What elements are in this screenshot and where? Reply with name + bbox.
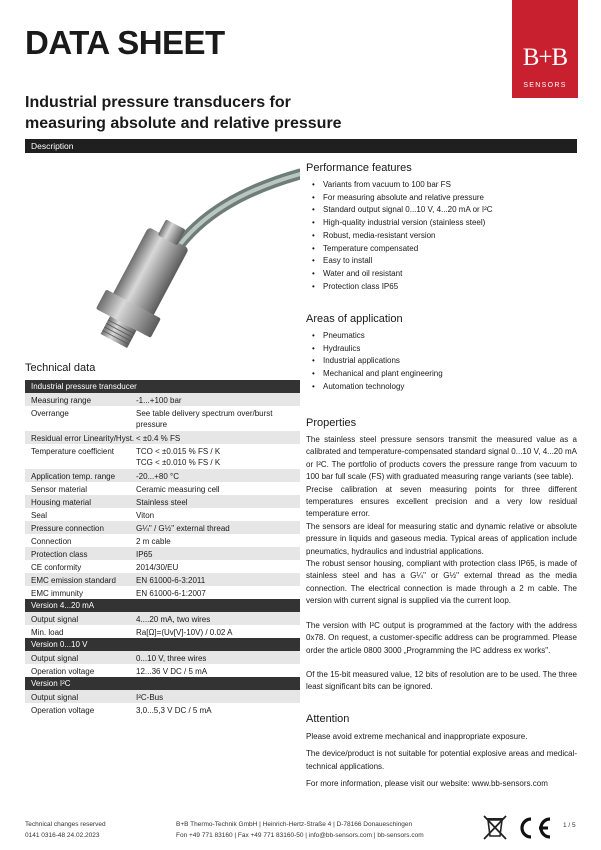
technical-heading: Technical data: [25, 362, 96, 374]
footer-doc-number: 0141 0316-48 24.02.2023: [25, 831, 100, 839]
cell-label: Connection: [31, 537, 72, 546]
paragraph: Please avoid extreme mechanical and inappropriate exposure.: [306, 732, 528, 741]
cell-label: Sensor material: [31, 485, 88, 494]
logo-wordmark: SENSORS: [523, 82, 567, 89]
table-row: [25, 690, 300, 703]
table-row: [25, 612, 300, 625]
table-row: [25, 651, 300, 664]
table-row: [25, 521, 300, 534]
weee-bin-icon: [480, 812, 510, 842]
cell-label: Residual error Linearity/Hyst.: [31, 434, 135, 443]
cell-label: EMC immunity: [31, 589, 84, 598]
list-item: • Temperature compensated: [306, 243, 493, 256]
table-row: [25, 393, 300, 406]
cell-value: 4....20 mA, two wires: [136, 615, 211, 624]
cell-label: Application temp. range: [31, 472, 116, 481]
product-photo: [25, 156, 300, 356]
cell-value: 12...36 V DC / 5 mA: [136, 667, 208, 676]
attention-heading: Attention: [306, 713, 350, 725]
cell-label: Output signal: [31, 615, 79, 624]
list-item: • Mechanical and plant engineering: [306, 368, 443, 381]
table-row: [25, 495, 300, 508]
paragraph: For more information, please visit our website: www.bb-sensors.com: [306, 779, 548, 789]
table-group-header: [25, 599, 300, 612]
cell-label: Protection class: [31, 550, 88, 559]
paragraph: The sensors are ideal for measuring static and dynamic relative or absolute pressure in liquids and gaseous media. Typical areas of application include pneumatics, hydraulics and industrial applications.: [306, 521, 577, 556]
technical-data-table: [25, 380, 300, 716]
list-item: • High-quality industrial version (stainless steel): [306, 217, 493, 230]
list-item: • Easy to install: [306, 255, 493, 268]
cell-value: < ±0.4 % FS: [136, 434, 181, 443]
footer-company: [176, 820, 424, 841]
cell-value: IP65: [136, 550, 153, 559]
group-title: Industrial pressure transducer: [31, 382, 137, 391]
paragraph: The version with I²C output is programmed at the factory with the address 0x78. On request, a customer-specific address can be programmed. Please order the article 0800 3000 „Programming the I²C address ex works".: [306, 620, 577, 655]
subtitle-line: Industrial pressure transducers for: [25, 94, 291, 111]
cell-label: Output signal: [31, 654, 79, 663]
page-subtitle: [25, 92, 355, 134]
table-row: [25, 560, 300, 573]
properties-heading: Properties: [306, 417, 357, 429]
list-item: • For measuring absolute and relative pressure: [306, 192, 493, 205]
cell-value: See table delivery spectrum over/burst pressure: [136, 409, 273, 429]
table-group-header: [25, 380, 300, 393]
subtitle-line: measuring absolute and relative pressure: [25, 115, 342, 132]
cell-label: Output signal: [31, 693, 79, 702]
list-item: • Automation technology: [306, 381, 443, 394]
cell-value: 2 m cable: [136, 537, 171, 546]
description-label: Description: [31, 141, 74, 151]
paragraph: Precise calibration at seven measuring points for three different temperatures ensures excellent precision and a very low residual temperature error.: [306, 484, 577, 519]
cell-value: 2014/30/EU: [136, 563, 179, 572]
footer-address: B+B Thermo-Technik GmbH | Heinrich-Hertz-Straße 4 | D-78166 Donaueschingen: [176, 821, 413, 828]
list-item: • Protection class IP65: [306, 281, 493, 294]
page-number: 1 / 5: [563, 822, 576, 829]
table-row: [25, 703, 300, 716]
list-item: • Variants from vacuum to 100 bar FS: [306, 179, 493, 192]
cell-label: Temperature coefficient: [31, 447, 115, 456]
cell-label: Seal: [31, 511, 48, 520]
table-row: [25, 431, 300, 444]
cell-value: Ra[Ω]=(Uv[V]-10V) / 0.02 A: [136, 628, 233, 637]
page-title: DATA SHEET: [25, 24, 225, 61]
list-item: • Standard output signal 0...10 V, 4...20 mA or I²C: [306, 204, 493, 217]
cell-value: I²C-Bus: [136, 693, 164, 702]
footer-disclaimer: Technical changes reserved: [25, 821, 106, 828]
brand-logo: [512, 0, 578, 98]
table-row: [25, 482, 300, 495]
table-row: [25, 586, 300, 599]
footer-contact: Fon +49 771 83160 | Fax +49 771 83160-50 | info@bb-sensors.com | bb-sensors.com: [176, 831, 424, 839]
cell-value: 0...10 V, three wires: [136, 654, 207, 663]
cell-label: Min. load: [31, 628, 64, 637]
ce-mark-icon: [514, 815, 554, 841]
attention-text: [306, 731, 577, 791]
logo-mark: B+B: [522, 44, 568, 71]
list-item: • Hydraulics: [306, 343, 443, 356]
table-group-header: [25, 638, 300, 651]
cell-value: -20...+80 °C: [136, 472, 179, 481]
cell-label: CE conformity: [31, 563, 82, 572]
cell-label: Operation voltage: [31, 706, 95, 715]
cell-value: Stainless steel: [136, 498, 188, 507]
table-row: [25, 469, 300, 482]
group-title: Version 4...20 mA: [31, 601, 95, 610]
table-row: [25, 625, 300, 638]
cell-label: Overrange: [31, 409, 69, 418]
table-row: [25, 406, 300, 431]
cell-value: -1...+100 bar: [136, 396, 182, 405]
table-row: [25, 444, 300, 469]
table-row: [25, 664, 300, 677]
list-item: • Pneumatics: [306, 330, 443, 343]
paragraph: The robust sensor housing, compliant with protection class IP65, is made of stainless steel and has a G¼" or G½" external thread as the media connection. The electrical connection is made through a 2 m cable. The version with current signal is supplied via the current loop.: [306, 559, 577, 606]
cable-shape: [175, 174, 300, 251]
description-bar: [25, 139, 577, 153]
cell-value: EN 61000-6-3:2011: [136, 576, 206, 585]
list-item: • Robust, media-resistant version: [306, 230, 493, 243]
performance-heading: Performance features: [306, 162, 412, 174]
table-row: [25, 508, 300, 521]
list-item: • Industrial applications: [306, 355, 443, 368]
table-row: [25, 573, 300, 586]
cell-label: Operation voltage: [31, 667, 95, 676]
cell-label: EMC emission standard: [31, 576, 116, 585]
cell-value: TCO < ±0.015 % FS / K TCG < ±0.010 % FS / K: [136, 447, 221, 467]
list-item: • Water and oil resistant: [306, 268, 493, 281]
table-row: [25, 547, 300, 560]
cell-value: Ceramic measuring cell: [136, 485, 220, 494]
footer-left: [25, 820, 106, 841]
group-title: Version I²C: [31, 679, 71, 688]
performance-list: [306, 179, 493, 293]
cell-value: G¼" / G½" external thread: [136, 524, 230, 533]
cell-label: Housing material: [31, 498, 92, 507]
group-title: Version 0...10 V: [31, 640, 88, 649]
cell-value: 3,0...5,3 V DC / 5 mA: [136, 706, 212, 715]
cell-label: Pressure connection: [31, 524, 104, 533]
table-row: [25, 534, 300, 547]
table-group-header: [25, 677, 300, 690]
properties-text: [306, 434, 577, 694]
cell-label: Measuring range: [31, 396, 92, 405]
cell-value: EN 61000-6-1:2007: [136, 589, 206, 598]
paragraph: The stainless steel pressure sensors transmit the measured value as a calibrated and temperature-compensated standard signal 0...10 V, 4...20 mA or I²C. The portfolio of products covers the pressure range from vacuum to 100 bar full scale (FS) with graduated measuring range variants (see table).: [306, 435, 577, 482]
application-list: [306, 330, 443, 394]
paragraph: The device/product is not suitable for potential explosive areas and medical-technical applications.: [306, 749, 577, 771]
paragraph: Of the 15-bit measured value, 12 bits of resolution are to be used. The three least significant bits can be ignored.: [306, 669, 577, 692]
application-heading: Areas of application: [306, 313, 403, 325]
cell-value: Viton: [136, 511, 155, 520]
